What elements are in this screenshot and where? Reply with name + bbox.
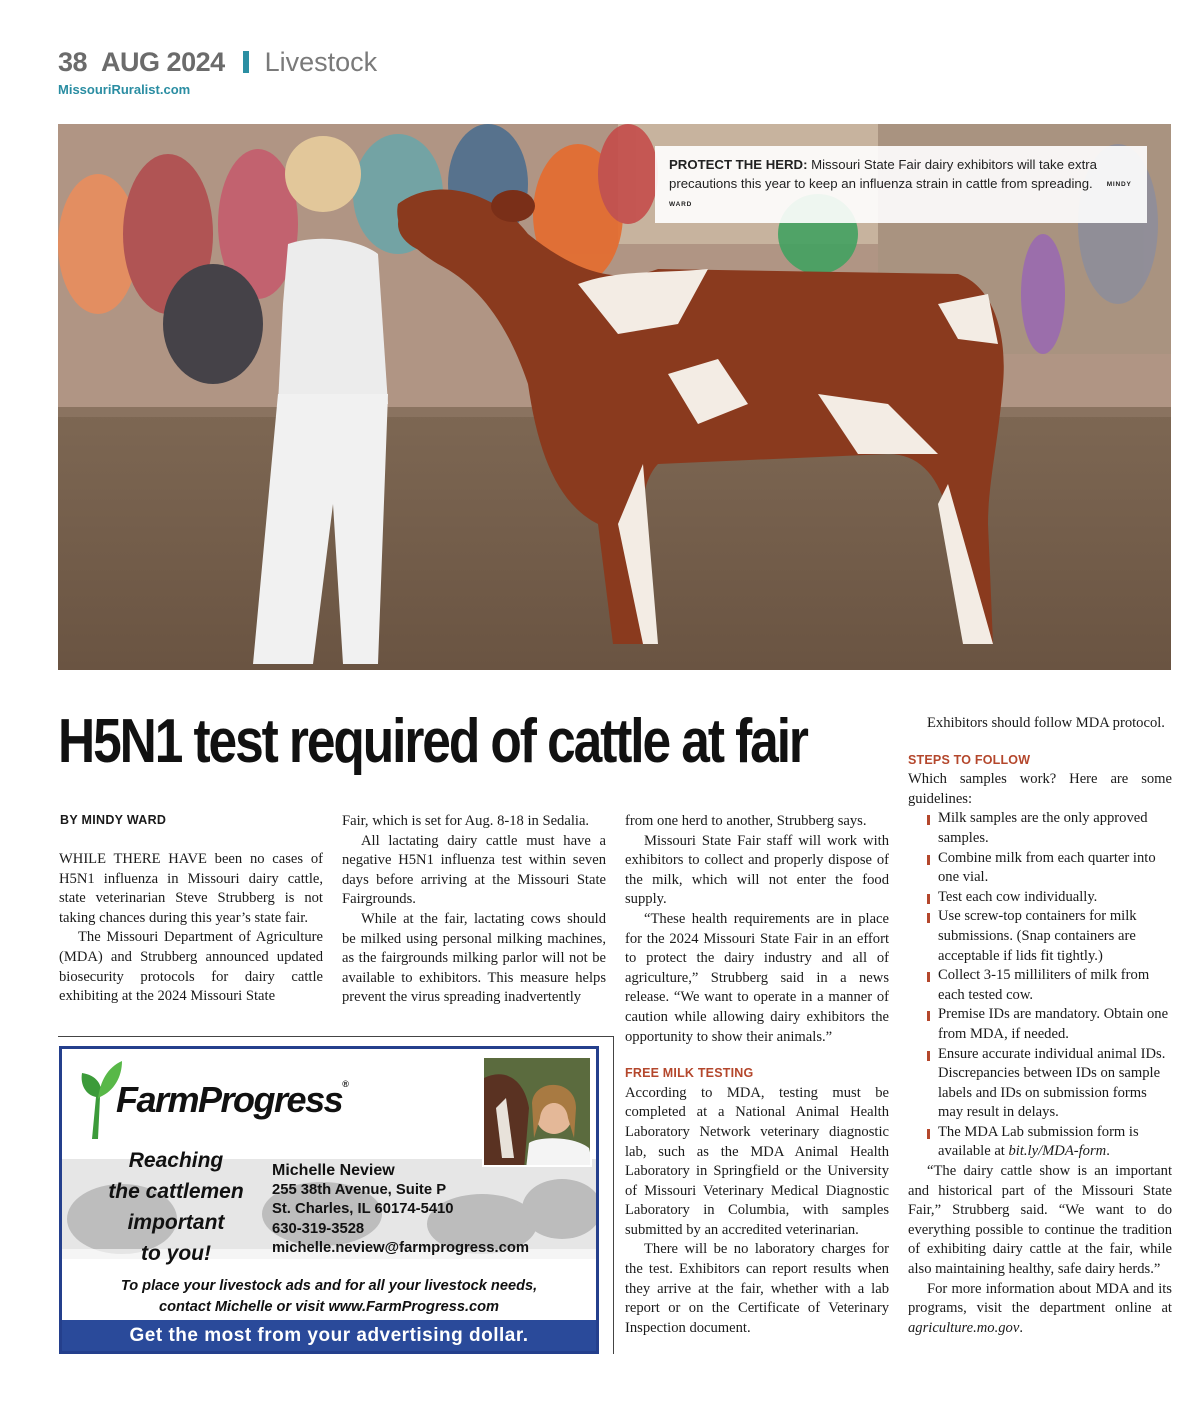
paragraph: Exhibitors should follow MDA protocol. [927,715,1165,731]
contact-phone[interactable]: 630-319-3528 [272,1220,365,1237]
list-item [926,1123,1172,1162]
list-item: Premise IDs are mandatory. Obtain one from MDA, if needed. [926,1005,1172,1044]
photo-caption [655,146,1147,223]
paragraph: All lactating dairy cattle must have a negative H5N1 influenza test within seven days before arriving at the Missouri State Fairgrounds. [342,832,606,908]
paragraph: While at the fair, lactating cows should be milked using personal milking machines, as the fairgrounds milking parlor will not be available to exhibitors. This measure helps prevent the virus spreading inadvertently [342,910,606,1006]
ad-top-rule [58,1036,614,1037]
paragraph: Missouri State Fair staff will work with exhibitors to collect and properly dispose of the milk, which will not enter the food supply. [625,832,889,908]
list-item: Use screw-top containers for milk submissions. (Snap containers are acceptable if lids fit tightly.) [926,907,1172,966]
more-info-text: For more information about MDA and its programs, visit the department online at [908,1280,1172,1317]
article-column-3 [625,812,889,1338]
paragraph: “These health requirements are in place for the 2024 Missouri State Fair in an effort to protect the dairy industry and all of agriculture,” Strubberg said in a news release. “We want to operate in a manner of caution while allowing dairy exhibitors the opportunity to show their animals.” [625,910,889,1045]
list-item: Ensure accurate individual animal IDs. Discrepancies between IDs on sample labels and IDs on submission forms may result in delays. [926,1045,1172,1123]
byline: BY MINDY WARD [60,813,167,827]
list-item: Test each cow individually. [926,888,1172,908]
section-name: Livestock [264,46,378,77]
article-headline: H5N1 test required of cattle at fair [58,707,807,776]
folio-divider [243,51,249,73]
contact-email[interactable]: michelle.neview@farmprogress.com [272,1240,530,1256]
subhead-steps-to-follow: STEPS TO FOLLOW [908,752,1031,767]
step-text: The MDA Lab submission form is available at [938,1123,1139,1160]
paragraph [908,1280,1172,1339]
contact-name: Michelle Neview [272,1162,395,1179]
list-item: Collect 3-15 milliliters of milk from each tested cow. [926,966,1172,1005]
page-folio [58,44,377,80]
list-item: Milk samples are the only approved samples. [926,809,1172,848]
mda-website-link[interactable]: agriculture.mo.gov [908,1319,1020,1336]
cta-line: To place your livestock ads and for all your livestock needs, [120,1278,538,1294]
ad-side-rule [613,1036,614,1354]
step-punct: . [1106,1143,1110,1160]
paragraph: Which samples work? Here are some guidelines: [908,771,1172,807]
list-item: Combine milk from each quarter into one vial. [926,849,1172,888]
registered-mark: ® [342,1079,348,1089]
slogan-line: the cattlemen [108,1180,244,1203]
paragraph: According to MDA, testing must be completed at a National Animal Health Laboratory Network veterinary diagnostic lab, such as the MDA Animal Health Laboratory in Springfield or the University of Missouri Veterinary Medical Diagnostic Laboratory in Columbia, with samples submitted by an accredited veterinarian. [625,1084,889,1238]
caption-lead: PROTECT THE HERD: [669,157,808,172]
contact-photo [482,1056,592,1167]
article-column-4 [908,714,1172,1338]
cta-line[interactable]: contact Michelle or visit www.FarmProgress.com [158,1299,500,1315]
ad-call-to-action [62,1276,596,1318]
subhead-free-milk-testing: FREE MILK TESTING [625,1066,754,1081]
ad-slogan [76,1145,276,1269]
farmprogress-logo [116,1079,347,1121]
ad-tagline-bar: Get the most from your advertising dollar. [62,1320,596,1351]
article-column-1 [59,850,323,1007]
woman-with-horse-image [484,1058,592,1167]
photo-credit: MINDY WARD [669,181,1132,209]
paragraph: WHILE THERE HAVE been no cases of H5N1 influenza in Missouri dairy cattle, state veterinarian Steve Strubberg is not taking chances during this year’s state fair. [59,851,323,926]
caption-text: Missouri State Fair dairy exhibitors will take extra precautions this year to keep an influenza strain in cattle from spreading. [669,157,1097,191]
article-column-2 [342,812,606,1008]
farmprogress-advertisement[interactable] [59,1046,599,1354]
contact-block [272,1161,529,1259]
slogan-line: important [127,1211,225,1234]
contact-address-line: 255 38th Avenue, Suite P [272,1181,447,1198]
more-info-punct: . [1019,1319,1023,1336]
slogan-line: to you! [141,1242,211,1265]
page-number: 38 [58,46,88,77]
issue-date: AUG 2024 [101,46,225,77]
paragraph: The Missouri Department of Agriculture (MDA) and Strubberg announced updated biosecurity protocols for dairy cattle exhibiting at the 2024 Missouri State [59,929,323,1005]
mda-form-link[interactable]: bit.ly/MDA-form [1008,1143,1107,1160]
slogan-line: Reaching [128,1149,224,1172]
paragraph: “The dairy cattle show is an important and historical part of the Missouri State Fair,” Strubberg said. “We want to do everything possible to continue the tradition of exhibiting dairy cattle at the fair, while also maintaining healthy, safe dairy herds.” [908,1163,1172,1278]
paragraph: from one herd to another, Strubberg says. [625,813,867,829]
steps-list [926,809,1172,1162]
paragraph: Fair, which is set for Aug. 8-18 in Sedalia. [342,813,590,829]
contact-city-line: St. Charles, IL 60174-5410 [272,1201,454,1217]
site-url[interactable]: MissouriRuralist.com [58,82,191,97]
logo-wordmark: FarmProgress [116,1079,343,1120]
paragraph: There will be no laboratory charges for the test. Exhibitors can report results when they arrive at the fair, whether with a lab report or on the Certificate of Veterinary Inspection document. [625,1241,889,1336]
